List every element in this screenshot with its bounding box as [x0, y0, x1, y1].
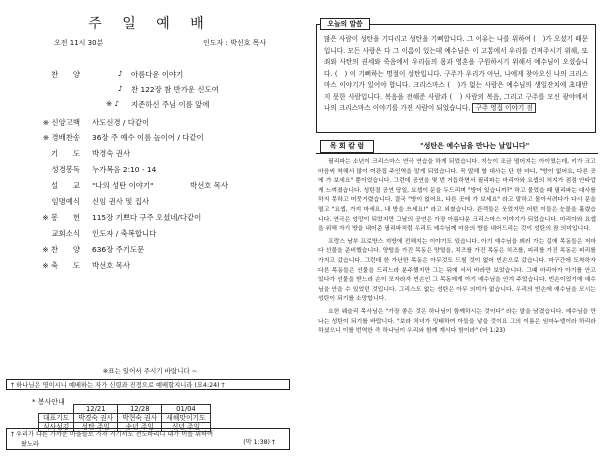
service-leader: 인도자 : 박선호 목사: [203, 39, 267, 47]
table-cell: 송년 주일: [118, 423, 162, 432]
prayer-highlight: 구주 영접 이야기 점: [472, 103, 535, 113]
prayer-tab: 오늘의 말씀: [320, 18, 370, 30]
service-title: * 봉사안내: [32, 398, 65, 406]
date-cell: 12/21: [74, 405, 118, 414]
order-label: ※ 신앙고백: [42, 118, 80, 127]
verse-reference: (막 1:38) †: [243, 439, 275, 446]
paragraph: 필리파는 소년이 크리스마스 연극 연습을 하게 되었습니다. 지능이 조금 떨어지는 아이였는데, 키가 크고 마음씨 착해서 많이 여관집 주인역을 맡게 되었습니다. 꼭 말해 할 대사는 단 한 마디, "방이 없어요, 다른 곳에 가 보세요" 뿐이었습니다. 그런데 공연을 몇 번 거듭하면서 필리파는 마리아와 요셉의 처지가 점점 안타깝게 느껴졌습니다. 성탄절 공연 당일, 요셉이 문을 두드리며 "방이 있습니까?" 하고 물었을 때 필리파는 대사를 하지 못하고 머뭇거렸습니다. 결국 "방이 없어요, 다른 곳에 가 보세요" 라고 말하고 돌아서려다가 다시 문을 열고 "요셉, 가지 마세요. 내 방을 쓰세요!" 라고 외쳤습니다. 관객들은 웃었지만 어떤 이들은 눈물을 흘렸습니다. 연극은 엉망이 되었지만 그날의 공연은 가장 아름다운 크리스마스 이야기가 되었습니다. 마리아와 요셉을 위해 자기 방을 내어준 필리파처럼 우리도 예수님께 마음의 방을 내어드리는 것이 성탄의 참 의미입니다.: [318, 159, 596, 233]
bottom-verse-box: [6, 428, 290, 450]
column-title: "성탄은 예수님을 만나는 날입니다": [420, 142, 530, 150]
order-label: 성경봉독: [51, 165, 80, 174]
order-label: ※ 경배찬송: [42, 133, 80, 142]
order-content: 사도신경 / 다같이: [92, 118, 150, 127]
order-content: 찬 122장 참 반가운 신도여: [131, 85, 219, 94]
order-content: 115장 기쁘다 구주 오셨네/다같이: [92, 213, 202, 222]
column-tab: 목 회 칼 럼: [320, 140, 374, 153]
table-row: [39, 405, 211, 414]
order-label: 설 교: [50, 181, 80, 190]
music-note-icon: ※ ♪: [106, 99, 120, 108]
preacher: 박선호 목사: [190, 181, 229, 190]
reading-column: [312, 0, 597, 465]
table-cell: [39, 405, 74, 414]
table-cell: 박경숙 권사: [74, 414, 118, 423]
table-cell: 신년 주일: [162, 423, 210, 432]
verse-line: 왔노라: [21, 441, 39, 448]
order-content: 박선호 목사: [92, 261, 131, 270]
row-label: 대표기도: [39, 414, 74, 423]
order-content: 인도자 / 축복합니다: [92, 229, 157, 238]
order-label: 교회소식: [51, 229, 80, 238]
order-content: 지존하신 주님 이름 앞에: [131, 100, 210, 109]
verse-line: † 우리가 다른 가까운 마을들로 가자 거기서도 전도하리니 내가 이를 위하여: [11, 431, 214, 438]
paragraph: 프랑스 남부 프로방스 지방에 전해지는 이야기도 있습니다. 아기 예수님을 뵈러 가는 길에 목동들은 저마다 선물을 준비했습니다. 양털을 가진 목동은 양털을, 치즈를 가진 목동은 치즈를, 피리를 가진 목동은 피리를 가지고 갔습니다. 그런데 한 가난한 목동은 아무것도 드릴 것이 없어 빈손으로 갔습니다. 마구간에 도착하자 다른 목동들은 선물을 드리느라 분주했지만 그는 뒤에 서서 바라만 보았습니다. 그때 마리아가 아기를 안고 있다가 선물을 받느라 손이 모자라자 빈손인 그 목동에게 아기 예수님을 안겨 주었습니다. 빈손이었기에 예수님을 안을 수 있었던 것입니다. 그리스도 없는 성탄은 아무 의미가 없습니다. 우리의 빈손에 예수님을 모시는 성탄이 되기를 소망합니다.: [318, 238, 596, 303]
table-row: [39, 414, 211, 423]
service-time: 오전 11시 30분: [54, 39, 104, 47]
column-body: [318, 158, 596, 337]
date-cell: 12/28: [118, 405, 162, 414]
order-label: ※ 찬 양: [42, 245, 80, 254]
order-label: ※ 봉 헌: [42, 213, 80, 222]
order-label: 찬 양: [50, 70, 80, 79]
order-label: 기 도: [50, 149, 80, 158]
prayer-text: [324, 34, 588, 115]
order-label: 임명예식: [51, 197, 80, 206]
order-content: 636장 주기도문: [92, 245, 145, 254]
standing-notice: ※표는 일어서 주시기 바랍니다 ~: [102, 367, 198, 375]
order-content: 아름다운 이야기: [131, 70, 184, 79]
music-note-icon: ♪: [118, 84, 123, 93]
order-content: 36장 주 예수 이름 높이어 / 다같이: [92, 133, 204, 142]
order-content: 누가복음 2:10 - 14: [92, 165, 157, 174]
order-content: 박경숙 권사: [92, 149, 131, 158]
order-content: 신임 권사 및 집사: [92, 197, 150, 206]
row-label: 식사섬김: [39, 423, 74, 432]
table-cell: 박현숙 권사: [118, 414, 162, 423]
divider: [316, 153, 598, 154]
paragraph: 요한 웨슬리 목사님은 "가장 좋은 것은 하나님이 함께하시는 것이다" 라는 말을 남겼습니다. 예수님을 만나는 성탄이 되기를 바랍니다. "보라 처녀가 잉태하여 아들을 낳을 것이요 그의 이름은 임마누엘이라 하리라 하셨으니 이를 번역한 즉 하나님이 우리와 함께 계시다 함이라" (마 1:23): [318, 308, 596, 335]
table-cell: 새해맞이기도: [162, 414, 210, 423]
sermon-title: "나의 성탄 이야기": [92, 181, 154, 190]
music-note-icon: ♪: [118, 69, 123, 78]
verse-box: † 하나님은 영이시니 예배하는 자가 신령과 진정으로 예배할지니라 (요4:24) †: [6, 379, 290, 390]
date-cell: 01/04: [162, 405, 210, 414]
page-title: 주 일 예 배: [88, 16, 212, 32]
prayer-body: 많은 사람이 성탄을 기다리고 성탄을 기뻐합니다. 그 이유는 나를 위하여 ( )가 오셨기 때문입니다. 모든 사람은 다 그 이름이 있는데 예수님은 이 고통에서 우리를 건져주시기 위해, 또 죄와 사탄의 권세와 죽음에서 우리들의 몸과 영혼을 구원하시기 위해서 예수님이 오셨습니다. ( ) 이 기뻐하는 명절이 성탄입니다. 구주가 우리가 아닌, 나에게 찾아오신 나의 크리스마스 이야기가 있어야 합니다. 크리스마스 ( )가 없는 사람은 예수님의 생일잔치에 초대받지 못한 사람입니다. 복음을 전해준 사람과 ( ) 사람의 복음, 그리고 구주를 모신 광야에서 나의 크리스마스 이야기를 가진 사람이 되었습니다.: [324, 35, 588, 112]
order-label: ※ 축 도: [42, 261, 80, 270]
table-cell: 성탄 주일: [74, 423, 118, 432]
